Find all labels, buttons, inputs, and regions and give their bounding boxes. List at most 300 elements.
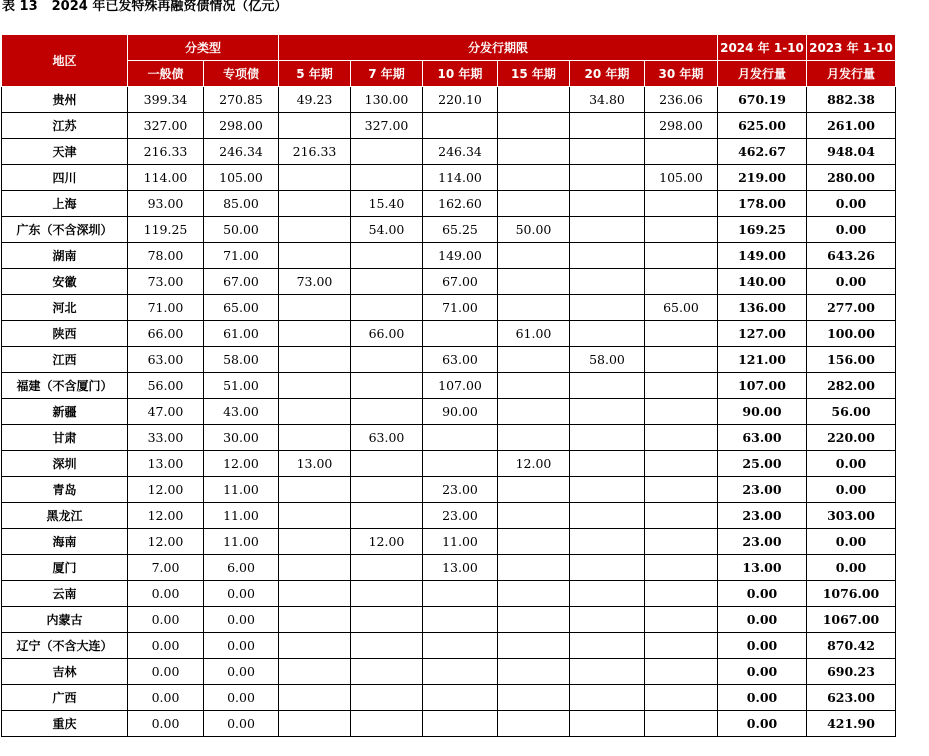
- general-bond-cell: 13.00: [128, 451, 204, 477]
- region-cell: 河北: [2, 295, 128, 321]
- total-2023-cell: 882.38: [807, 87, 896, 113]
- region-cell: 青岛: [2, 477, 128, 503]
- table-row: [2, 113, 896, 139]
- term-15-cell: [498, 87, 570, 113]
- region-cell: 内蒙古: [2, 607, 128, 633]
- region-cell: 陕西: [2, 321, 128, 347]
- term-10-cell: 71.00: [423, 295, 498, 321]
- term-7-cell: [351, 633, 423, 659]
- total-2024-cell: 25.00: [718, 451, 807, 477]
- general-bond-cell: 71.00: [128, 295, 204, 321]
- term-10-cell: 11.00: [423, 529, 498, 555]
- term-15-cell: [498, 295, 570, 321]
- term-5-cell: 49.23: [279, 87, 351, 113]
- table-caption: [2, 0, 287, 18]
- region-cell: 甘肃: [2, 425, 128, 451]
- term-7-cell: 327.00: [351, 113, 423, 139]
- region-cell: 湖南: [2, 243, 128, 269]
- header-special: 专项债: [204, 61, 279, 87]
- term-7-cell: 54.00: [351, 217, 423, 243]
- general-bond-cell: 114.00: [128, 165, 204, 191]
- table-row: [2, 165, 896, 191]
- header-region: 地区: [2, 35, 128, 87]
- total-2024-cell: 23.00: [718, 503, 807, 529]
- term-30-cell: [645, 373, 718, 399]
- term-20-cell: [570, 581, 645, 607]
- total-2023-cell: 220.00: [807, 425, 896, 451]
- special-bond-cell: 11.00: [204, 503, 279, 529]
- term-5-cell: [279, 477, 351, 503]
- term-30-cell: 236.06: [645, 87, 718, 113]
- special-bond-cell: 0.00: [204, 685, 279, 711]
- term-7-cell: 15.40: [351, 191, 423, 217]
- table-row: [2, 243, 896, 269]
- header-2023-line1: 2023 年 1-10: [807, 35, 896, 61]
- term-30-cell: [645, 503, 718, 529]
- table-row: [2, 269, 896, 295]
- special-bond-cell: 12.00: [204, 451, 279, 477]
- total-2023-cell: 0.00: [807, 451, 896, 477]
- term-30-cell: [645, 529, 718, 555]
- region-cell: 江西: [2, 347, 128, 373]
- term-5-cell: 73.00: [279, 269, 351, 295]
- term-20-cell: [570, 451, 645, 477]
- term-30-cell: 65.00: [645, 295, 718, 321]
- term-15-cell: [498, 347, 570, 373]
- term-10-cell: [423, 633, 498, 659]
- term-7-cell: [351, 659, 423, 685]
- term-10-cell: 149.00: [423, 243, 498, 269]
- term-20-cell: [570, 633, 645, 659]
- general-bond-cell: 56.00: [128, 373, 204, 399]
- term-5-cell: 216.33: [279, 139, 351, 165]
- region-cell: 广西: [2, 685, 128, 711]
- term-5-cell: [279, 243, 351, 269]
- term-5-cell: [279, 373, 351, 399]
- header-term-5: 5 年期: [279, 61, 351, 87]
- term-5-cell: [279, 503, 351, 529]
- total-2024-cell: 0.00: [718, 633, 807, 659]
- term-20-cell: [570, 503, 645, 529]
- term-10-cell: 107.00: [423, 373, 498, 399]
- term-30-cell: [645, 451, 718, 477]
- special-bond-cell: 105.00: [204, 165, 279, 191]
- table-row: [2, 321, 896, 347]
- total-2024-cell: 670.19: [718, 87, 807, 113]
- region-cell: 黑龙江: [2, 503, 128, 529]
- total-2023-cell: 277.00: [807, 295, 896, 321]
- term-30-cell: [645, 347, 718, 373]
- total-2024-cell: 23.00: [718, 529, 807, 555]
- term-15-cell: [498, 373, 570, 399]
- special-bond-cell: 67.00: [204, 269, 279, 295]
- table-header: [2, 35, 896, 87]
- table-row: [2, 139, 896, 165]
- total-2024-cell: 462.67: [718, 139, 807, 165]
- term-30-cell: [645, 217, 718, 243]
- total-2023-cell: 303.00: [807, 503, 896, 529]
- bond-issuance-table: [1, 34, 896, 737]
- term-30-cell: [645, 321, 718, 347]
- term-20-cell: 34.80: [570, 87, 645, 113]
- term-20-cell: [570, 113, 645, 139]
- term-30-cell: [645, 659, 718, 685]
- special-bond-cell: 0.00: [204, 581, 279, 607]
- table-row: [2, 477, 896, 503]
- total-2024-cell: 0.00: [718, 659, 807, 685]
- term-15-cell: [498, 633, 570, 659]
- term-15-cell: [498, 191, 570, 217]
- total-2024-cell: 121.00: [718, 347, 807, 373]
- total-2023-cell: 0.00: [807, 477, 896, 503]
- term-20-cell: [570, 321, 645, 347]
- term-20-cell: [570, 139, 645, 165]
- term-15-cell: [498, 399, 570, 425]
- term-10-cell: 114.00: [423, 165, 498, 191]
- total-2023-cell: 0.00: [807, 529, 896, 555]
- term-5-cell: [279, 659, 351, 685]
- term-20-cell: [570, 607, 645, 633]
- general-bond-cell: 33.00: [128, 425, 204, 451]
- header-term-group: 分发行期限: [279, 35, 718, 61]
- region-cell: 上海: [2, 191, 128, 217]
- term-30-cell: 105.00: [645, 165, 718, 191]
- term-15-cell: [498, 425, 570, 451]
- term-30-cell: [645, 425, 718, 451]
- term-10-cell: [423, 425, 498, 451]
- total-2024-cell: 149.00: [718, 243, 807, 269]
- region-cell: 安徽: [2, 269, 128, 295]
- special-bond-cell: 246.34: [204, 139, 279, 165]
- term-20-cell: [570, 659, 645, 685]
- term-10-cell: 13.00: [423, 555, 498, 581]
- region-cell: 重庆: [2, 711, 128, 737]
- term-20-cell: [570, 399, 645, 425]
- term-5-cell: [279, 113, 351, 139]
- special-bond-cell: 0.00: [204, 659, 279, 685]
- region-cell: 江苏: [2, 113, 128, 139]
- general-bond-cell: 0.00: [128, 659, 204, 685]
- table-row: [2, 295, 896, 321]
- general-bond-cell: 78.00: [128, 243, 204, 269]
- term-15-cell: [498, 711, 570, 737]
- term-10-cell: 246.34: [423, 139, 498, 165]
- term-7-cell: 66.00: [351, 321, 423, 347]
- term-15-cell: [498, 555, 570, 581]
- total-2023-cell: 56.00: [807, 399, 896, 425]
- term-10-cell: [423, 451, 498, 477]
- term-5-cell: [279, 399, 351, 425]
- term-15-cell: [498, 269, 570, 295]
- term-5-cell: [279, 347, 351, 373]
- term-10-cell: 65.25: [423, 217, 498, 243]
- term-7-cell: [351, 555, 423, 581]
- term-5-cell: [279, 191, 351, 217]
- term-5-cell: [279, 165, 351, 191]
- total-2023-cell: 261.00: [807, 113, 896, 139]
- total-2023-cell: 0.00: [807, 555, 896, 581]
- region-cell: 深圳: [2, 451, 128, 477]
- table-number: 表 13: [2, 0, 38, 14]
- term-7-cell: [351, 711, 423, 737]
- header-term-7: 7 年期: [351, 61, 423, 87]
- total-2024-cell: 0.00: [718, 711, 807, 737]
- total-2023-cell: 1067.00: [807, 607, 896, 633]
- term-30-cell: [645, 243, 718, 269]
- term-7-cell: [351, 243, 423, 269]
- general-bond-cell: 0.00: [128, 685, 204, 711]
- table-row: [2, 347, 896, 373]
- term-5-cell: [279, 529, 351, 555]
- total-2024-cell: 127.00: [718, 321, 807, 347]
- term-30-cell: 298.00: [645, 113, 718, 139]
- table-row: [2, 581, 896, 607]
- total-2024-cell: 169.25: [718, 217, 807, 243]
- term-10-cell: 23.00: [423, 477, 498, 503]
- table-row: [2, 425, 896, 451]
- total-2023-cell: 623.00: [807, 685, 896, 711]
- term-10-cell: 90.00: [423, 399, 498, 425]
- term-20-cell: [570, 425, 645, 451]
- term-15-cell: [498, 243, 570, 269]
- total-2023-cell: 948.04: [807, 139, 896, 165]
- special-bond-cell: 43.00: [204, 399, 279, 425]
- table-row: [2, 529, 896, 555]
- term-20-cell: [570, 191, 645, 217]
- total-2023-cell: 100.00: [807, 321, 896, 347]
- total-2023-cell: 421.90: [807, 711, 896, 737]
- term-10-cell: 162.60: [423, 191, 498, 217]
- term-7-cell: [351, 269, 423, 295]
- general-bond-cell: 12.00: [128, 529, 204, 555]
- special-bond-cell: 30.00: [204, 425, 279, 451]
- term-7-cell: [351, 477, 423, 503]
- table-row: [2, 451, 896, 477]
- special-bond-cell: 11.00: [204, 529, 279, 555]
- general-bond-cell: 216.33: [128, 139, 204, 165]
- header-term-15: 15 年期: [498, 61, 570, 87]
- term-7-cell: [351, 373, 423, 399]
- region-cell: 海南: [2, 529, 128, 555]
- general-bond-cell: 12.00: [128, 477, 204, 503]
- term-30-cell: [645, 555, 718, 581]
- region-cell: 辽宁（不含大连）: [2, 633, 128, 659]
- region-cell: 四川: [2, 165, 128, 191]
- term-20-cell: [570, 243, 645, 269]
- term-7-cell: [351, 451, 423, 477]
- general-bond-cell: 0.00: [128, 711, 204, 737]
- term-5-cell: [279, 321, 351, 347]
- total-2024-cell: 0.00: [718, 685, 807, 711]
- general-bond-cell: 93.00: [128, 191, 204, 217]
- term-15-cell: [498, 685, 570, 711]
- total-2023-cell: 0.00: [807, 217, 896, 243]
- term-7-cell: [351, 607, 423, 633]
- term-7-cell: [351, 165, 423, 191]
- term-5-cell: [279, 295, 351, 321]
- term-15-cell: [498, 529, 570, 555]
- total-2023-cell: 643.26: [807, 243, 896, 269]
- term-30-cell: [645, 607, 718, 633]
- term-20-cell: [570, 477, 645, 503]
- term-15-cell: [498, 659, 570, 685]
- table-row: [2, 711, 896, 737]
- table-row: [2, 503, 896, 529]
- total-2024-cell: 0.00: [718, 607, 807, 633]
- term-15-cell: [498, 139, 570, 165]
- header-2023-line2: 月发行量: [807, 61, 896, 87]
- region-cell: 厦门: [2, 555, 128, 581]
- region-cell: 新疆: [2, 399, 128, 425]
- table-row: [2, 217, 896, 243]
- region-cell: 吉林: [2, 659, 128, 685]
- term-5-cell: [279, 581, 351, 607]
- total-2024-cell: 625.00: [718, 113, 807, 139]
- term-30-cell: [645, 685, 718, 711]
- term-30-cell: [645, 711, 718, 737]
- total-2024-cell: 0.00: [718, 581, 807, 607]
- total-2024-cell: 107.00: [718, 373, 807, 399]
- term-7-cell: 63.00: [351, 425, 423, 451]
- term-30-cell: [645, 139, 718, 165]
- term-30-cell: [645, 399, 718, 425]
- term-10-cell: 220.10: [423, 87, 498, 113]
- term-10-cell: 67.00: [423, 269, 498, 295]
- total-2024-cell: 178.00: [718, 191, 807, 217]
- term-15-cell: 50.00: [498, 217, 570, 243]
- special-bond-cell: 0.00: [204, 711, 279, 737]
- special-bond-cell: 0.00: [204, 607, 279, 633]
- term-15-cell: [498, 581, 570, 607]
- table-row: [2, 659, 896, 685]
- term-30-cell: [645, 477, 718, 503]
- total-2023-cell: 690.23: [807, 659, 896, 685]
- total-2024-cell: 90.00: [718, 399, 807, 425]
- term-20-cell: [570, 217, 645, 243]
- term-7-cell: [351, 581, 423, 607]
- term-20-cell: [570, 269, 645, 295]
- table-body: [2, 87, 896, 737]
- special-bond-cell: 61.00: [204, 321, 279, 347]
- term-15-cell: [498, 477, 570, 503]
- term-30-cell: [645, 633, 718, 659]
- total-2024-cell: 219.00: [718, 165, 807, 191]
- term-5-cell: [279, 633, 351, 659]
- general-bond-cell: 7.00: [128, 555, 204, 581]
- term-5-cell: [279, 425, 351, 451]
- term-15-cell: 61.00: [498, 321, 570, 347]
- term-20-cell: [570, 373, 645, 399]
- region-cell: 广东（不含深圳）: [2, 217, 128, 243]
- header-term-10: 10 年期: [423, 61, 498, 87]
- term-30-cell: [645, 191, 718, 217]
- special-bond-cell: 298.00: [204, 113, 279, 139]
- term-5-cell: [279, 555, 351, 581]
- total-2024-cell: 63.00: [718, 425, 807, 451]
- term-10-cell: [423, 659, 498, 685]
- term-15-cell: [498, 165, 570, 191]
- general-bond-cell: 47.00: [128, 399, 204, 425]
- table-row: [2, 87, 896, 113]
- table-row: [2, 607, 896, 633]
- total-2023-cell: 0.00: [807, 269, 896, 295]
- region-cell: 福建（不含厦门）: [2, 373, 128, 399]
- term-20-cell: [570, 165, 645, 191]
- general-bond-cell: 119.25: [128, 217, 204, 243]
- special-bond-cell: 11.00: [204, 477, 279, 503]
- special-bond-cell: 50.00: [204, 217, 279, 243]
- special-bond-cell: 0.00: [204, 633, 279, 659]
- term-7-cell: 130.00: [351, 87, 423, 113]
- total-2023-cell: 282.00: [807, 373, 896, 399]
- total-2024-cell: 23.00: [718, 477, 807, 503]
- general-bond-cell: 0.00: [128, 607, 204, 633]
- region-cell: 天津: [2, 139, 128, 165]
- general-bond-cell: 0.00: [128, 633, 204, 659]
- header-2024-line2: 月发行量: [718, 61, 807, 87]
- term-20-cell: 58.00: [570, 347, 645, 373]
- term-10-cell: [423, 685, 498, 711]
- term-20-cell: [570, 711, 645, 737]
- region-cell: 云南: [2, 581, 128, 607]
- header-general: 一般债: [128, 61, 204, 87]
- table-row: [2, 555, 896, 581]
- term-10-cell: [423, 711, 498, 737]
- term-7-cell: [351, 295, 423, 321]
- term-5-cell: [279, 711, 351, 737]
- term-15-cell: [498, 113, 570, 139]
- general-bond-cell: 0.00: [128, 581, 204, 607]
- total-2023-cell: 0.00: [807, 191, 896, 217]
- total-2023-cell: 1076.00: [807, 581, 896, 607]
- header-term-20: 20 年期: [570, 61, 645, 87]
- term-15-cell: [498, 607, 570, 633]
- term-7-cell: [351, 685, 423, 711]
- term-10-cell: [423, 581, 498, 607]
- term-7-cell: 12.00: [351, 529, 423, 555]
- general-bond-cell: 73.00: [128, 269, 204, 295]
- term-20-cell: [570, 295, 645, 321]
- term-5-cell: [279, 685, 351, 711]
- term-10-cell: [423, 607, 498, 633]
- total-2024-cell: 140.00: [718, 269, 807, 295]
- term-30-cell: [645, 581, 718, 607]
- special-bond-cell: 6.00: [204, 555, 279, 581]
- special-bond-cell: 58.00: [204, 347, 279, 373]
- term-15-cell: 12.00: [498, 451, 570, 477]
- table-row: [2, 685, 896, 711]
- special-bond-cell: 85.00: [204, 191, 279, 217]
- total-2023-cell: 280.00: [807, 165, 896, 191]
- term-20-cell: [570, 685, 645, 711]
- table-row: [2, 191, 896, 217]
- term-10-cell: 63.00: [423, 347, 498, 373]
- general-bond-cell: 399.34: [128, 87, 204, 113]
- term-10-cell: [423, 321, 498, 347]
- general-bond-cell: 12.00: [128, 503, 204, 529]
- special-bond-cell: 51.00: [204, 373, 279, 399]
- table-row: [2, 373, 896, 399]
- total-2024-cell: 136.00: [718, 295, 807, 321]
- special-bond-cell: 270.85: [204, 87, 279, 113]
- general-bond-cell: 66.00: [128, 321, 204, 347]
- term-7-cell: [351, 399, 423, 425]
- header-type-group: 分类型: [128, 35, 279, 61]
- general-bond-cell: 327.00: [128, 113, 204, 139]
- table-row: [2, 633, 896, 659]
- special-bond-cell: 71.00: [204, 243, 279, 269]
- region-cell: 贵州: [2, 87, 128, 113]
